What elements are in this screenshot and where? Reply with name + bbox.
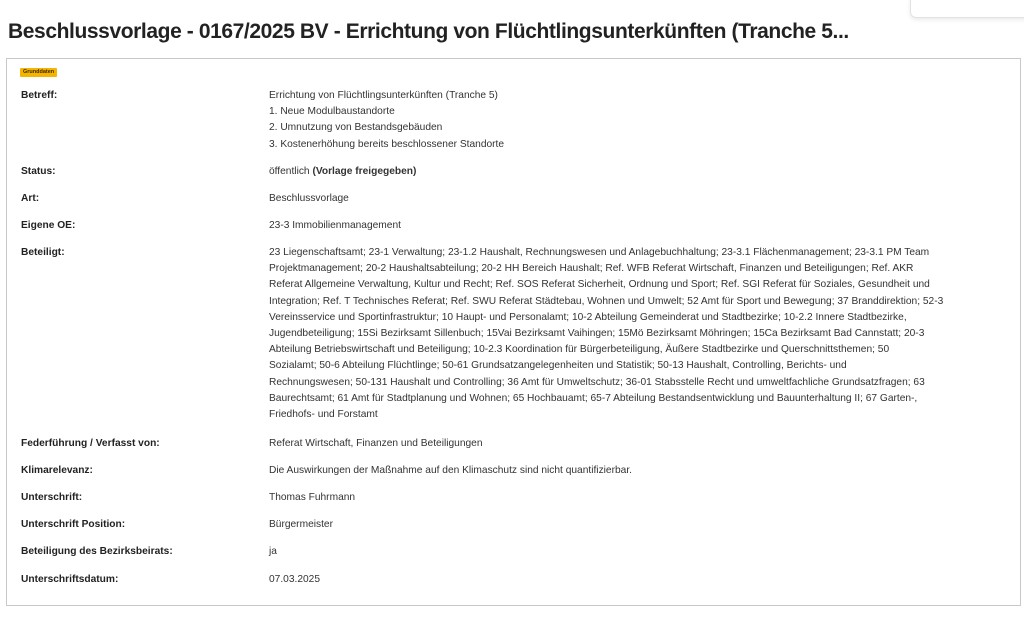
art-value: Beschlussvorlage bbox=[269, 193, 349, 204]
unterschrift-position-value: Bürgermeister bbox=[269, 519, 333, 530]
beteiligt-value bbox=[269, 245, 969, 423]
beteiligt-line: Baurechtsamt; 61 Amt für Stadtplanung und Wohnen; 65 Hochbauamt; 65-7 Abteilung Bestandsentwicklung und Bauunterhaltung II; 67 Garten-, bbox=[269, 392, 918, 404]
status-note: (Vorlage freigegeben) bbox=[312, 166, 417, 177]
beteiligt-line: Vereinsservice und Sportinfrastruktur; 10 Haupt- und Personalamt; 10-2 Abteilung Gemeinderat und Stadtbezirke; 10-2.2 Innere Stadtbezirke, bbox=[269, 311, 907, 323]
klimarelevanz-label: Klimarelevanz: bbox=[21, 465, 93, 476]
beteiligt-line: Integration; Ref. T Technisches Referat; Ref. SWU Referat Städtebau, Wohnen und Umwelt; 52 Amt für Sport und Bewegung; 37 Branddirektion; 52-3 bbox=[269, 295, 944, 307]
eigene-oe-label: Eigene OE: bbox=[21, 220, 76, 231]
federfuehrung-value: Referat Wirtschaft, Finanzen und Beteiligungen bbox=[269, 438, 483, 449]
status-label: Status: bbox=[21, 166, 56, 177]
unterschrift-label: Unterschrift: bbox=[21, 492, 83, 503]
eigene-oe-value: 23-3 Immobilienmanagement bbox=[269, 220, 401, 231]
unterschriftsdatum-label: Unterschriftsdatum: bbox=[21, 574, 119, 585]
beteiligung-bezirksbeirat-label: Beteiligung des Bezirksbeirats: bbox=[21, 546, 173, 557]
klimarelevanz-value: Die Auswirkungen der Maßnahme auf den Klimaschutz sind nicht quantifizierbar. bbox=[269, 465, 632, 476]
beteiligung-bezirksbeirat-value: ja bbox=[269, 546, 277, 557]
federfuehrung-label: Federführung / Verfasst von: bbox=[21, 438, 160, 449]
unterschrift-position-label: Unterschrift Position: bbox=[21, 519, 126, 530]
art-label: Art: bbox=[21, 193, 40, 204]
beteiligt-label: Beteiligt: bbox=[21, 247, 65, 258]
betreff-value bbox=[269, 88, 969, 153]
status-value bbox=[269, 164, 969, 180]
betreff-line: 1. Neue Modulbaustandorte bbox=[269, 106, 395, 118]
beteiligt-line: 23 Liegenschaftsamt; 23-1 Verwaltung; 23-1.2 Haushalt, Rechnungswesen und Anlagebuchhaltung; 23-3.1 Flächenmanagement; 23-3.1 PM Team bbox=[269, 247, 930, 258]
beteiligt-line: Rechnungswesen; 50-131 Haushalt und Controlling; 36 Amt für Umweltschutz; 36-01 Stabsstelle Recht und umweltfachliche Grundsatzfragen; 63 bbox=[269, 376, 925, 388]
top-right-card bbox=[910, 0, 1024, 18]
betreff-line: Errichtung von Flüchtlingsunterkünften (Tranche 5) bbox=[269, 90, 498, 101]
details-panel bbox=[6, 58, 1021, 606]
betreff-label: Betreff: bbox=[21, 90, 58, 101]
beteiligt-line: Abteilung Betriebswirtschaft und Beteiligung; 10-2.3 Koordination für Bürgerbeteiligung, Äußere Stadtbezirke und Querschnittsthemen; 50 bbox=[269, 344, 890, 356]
status-text: öffentlich bbox=[269, 166, 310, 177]
beteiligt-line: Referat Allgemeine Verwaltung, Kultur und Recht; Ref. SOS Referat Sicherheit, Ordnung und Sport; Ref. SGI Referat für Soziales, Gesundheit und bbox=[269, 279, 930, 291]
beteiligt-line: Sozialamt; 50-6 Abteilung Flüchtlinge; 50-61 Grundsatzangelegenheiten und Statistik; 50-13 Haushalt, Controlling, Berichts- und bbox=[269, 360, 847, 372]
betreff-line: 3. Kostenerhöhung bereits beschlossener Standorte bbox=[269, 138, 505, 150]
beteiligt-line: Friedhofs- und Forstamt bbox=[269, 409, 378, 421]
section-badge: Grunddaten bbox=[20, 68, 57, 77]
beteiligt-line: Projektmanagement; 20-2 Haushaltsabteilung; 20-2 HH Bereich Haushalt; Ref. WFB Referat Wirtschaft, Finanzen und Beteiligungen; Ref. AKR bbox=[269, 263, 914, 275]
beteiligt-line: Jugendbeteiligung; 15Si Bezirksamt Sillenbuch; 15Vai Bezirksamt Vaihingen; 15Mö Bezirksamt Möhringen; 15Ca Bezirksamt Bad Cannstatt; 20-3 bbox=[269, 328, 925, 340]
unterschriftsdatum-value: 07.03.2025 bbox=[269, 574, 320, 585]
unterschrift-value: Thomas Fuhrmann bbox=[269, 492, 356, 503]
betreff-line: 2. Umnutzung von Bestandsgebäuden bbox=[269, 122, 443, 134]
page-title: Beschlussvorlage - 0167/2025 BV - Errichtung von Flüchtlingsunterkünften (Tranche 5... bbox=[8, 20, 849, 43]
